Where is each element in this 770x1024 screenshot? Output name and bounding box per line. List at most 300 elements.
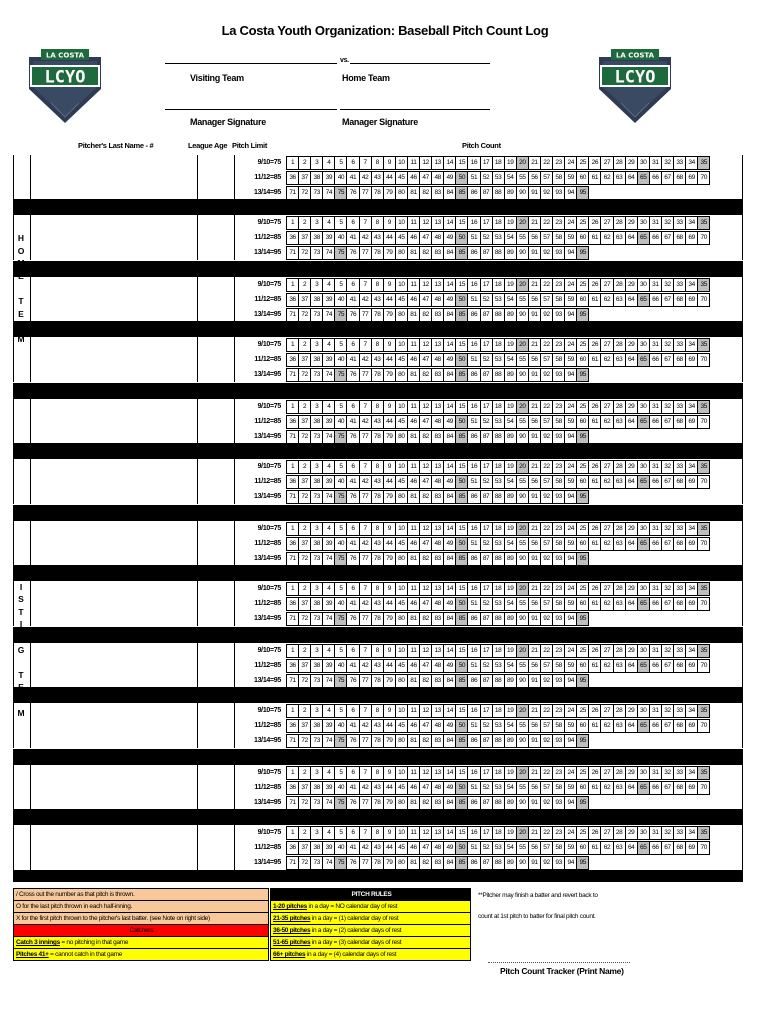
pitch-count-cell[interactable]: 33: [673, 766, 686, 780]
pitch-count-cell[interactable]: 77: [359, 796, 372, 810]
pitch-count-cell[interactable]: 38: [310, 475, 323, 489]
pitch-count-cell[interactable]: 2: [298, 582, 311, 596]
pitch-count-cell[interactable]: 19: [504, 522, 517, 536]
pitch-count-cell[interactable]: 50: [455, 841, 468, 855]
pitch-count-cell[interactable]: 88: [492, 674, 505, 688]
pitch-count-cell[interactable]: 16: [467, 704, 480, 718]
pitch-count-cell[interactable]: 62: [600, 719, 613, 733]
pitch-count-cell[interactable]: 64: [625, 659, 638, 673]
pitch-count-cell[interactable]: 38: [310, 537, 323, 551]
pitch-count-cell[interactable]: 53: [492, 475, 505, 489]
pitch-count-cell[interactable]: 60: [576, 171, 589, 185]
pitch-count-cell[interactable]: 13: [431, 522, 444, 536]
pitch-count-cell[interactable]: 40: [334, 171, 347, 185]
pitch-count-cell[interactable]: 74: [322, 490, 335, 504]
pitch-count-cell[interactable]: 30: [637, 460, 650, 474]
pitch-count-cell[interactable]: 3: [310, 216, 323, 230]
pitch-count-cell[interactable]: 3: [310, 766, 323, 780]
pitch-count-cell[interactable]: 77: [359, 246, 372, 260]
pitch-count-cell[interactable]: 49: [443, 781, 456, 795]
pitch-count-cell[interactable]: 50: [455, 597, 468, 611]
pitch-count-cell[interactable]: 21: [528, 278, 541, 292]
pitch-count-cell[interactable]: 45: [395, 719, 408, 733]
pitch-count-cell[interactable]: 71: [286, 430, 299, 444]
pitch-count-cell[interactable]: 20: [516, 460, 529, 474]
pitch-count-cell[interactable]: 72: [298, 734, 311, 748]
pitch-count-cell[interactable]: 91: [528, 674, 541, 688]
visiting-team-line[interactable]: [165, 63, 337, 64]
pitch-count-cell[interactable]: 70: [697, 841, 710, 855]
pitch-count-cell[interactable]: 42: [359, 597, 372, 611]
pitch-count-cell[interactable]: 79: [383, 856, 396, 870]
pitch-count-cell[interactable]: 43: [371, 781, 384, 795]
pitch-count-cell[interactable]: 36: [286, 781, 299, 795]
pitch-count-cell[interactable]: 39: [322, 781, 335, 795]
pitch-count-cell[interactable]: 24: [564, 278, 577, 292]
pitch-count-cell[interactable]: 90: [516, 490, 529, 504]
pitch-count-cell[interactable]: 39: [322, 537, 335, 551]
pitch-count-cell[interactable]: 48: [431, 719, 444, 733]
pitch-count-cell[interactable]: 47: [419, 415, 432, 429]
pitch-count-cell[interactable]: 79: [383, 368, 396, 382]
pitch-count-cell[interactable]: 71: [286, 246, 299, 260]
pitch-count-cell[interactable]: 33: [673, 704, 686, 718]
pitch-count-cell[interactable]: 72: [298, 308, 311, 322]
pitch-count-cell[interactable]: 36: [286, 353, 299, 367]
pitch-count-cell[interactable]: 15: [455, 460, 468, 474]
pitch-count-cell[interactable]: 3: [310, 522, 323, 536]
pitch-count-cell[interactable]: 29: [625, 522, 638, 536]
pitch-count-cell[interactable]: 15: [455, 216, 468, 230]
pitch-count-cell[interactable]: 23: [552, 644, 565, 658]
pitch-count-cell[interactable]: 4: [322, 704, 335, 718]
pitch-count-cell[interactable]: 45: [395, 171, 408, 185]
pitch-count-cell[interactable]: 10: [395, 826, 408, 840]
pitch-count-cell[interactable]: 34: [685, 278, 698, 292]
pitch-count-cell[interactable]: 66: [649, 537, 662, 551]
pitch-count-cell[interactable]: 81: [407, 186, 420, 200]
pitch-count-cell[interactable]: 2: [298, 338, 311, 352]
pitcher-name-field[interactable]: [30, 765, 198, 810]
pitch-count-cell[interactable]: 54: [504, 415, 517, 429]
pitch-count-cell[interactable]: 95: [576, 430, 589, 444]
pitch-count-cell[interactable]: 85: [455, 430, 468, 444]
pitch-count-cell[interactable]: 6: [346, 766, 359, 780]
pitch-count-cell[interactable]: 29: [625, 216, 638, 230]
pitch-count-cell[interactable]: 31: [649, 826, 662, 840]
pitch-count-cell[interactable]: 61: [588, 231, 601, 245]
pitch-count-cell[interactable]: 15: [455, 644, 468, 658]
pitch-count-cell[interactable]: 38: [310, 293, 323, 307]
pitch-count-cell[interactable]: 69: [685, 171, 698, 185]
pitch-count-cell[interactable]: 91: [528, 308, 541, 322]
pitch-count-cell[interactable]: 42: [359, 415, 372, 429]
pitch-count-cell[interactable]: 28: [613, 338, 626, 352]
pitch-count-cell[interactable]: 58: [552, 597, 565, 611]
pitch-count-cell[interactable]: 71: [286, 856, 299, 870]
pitch-count-cell[interactable]: 85: [455, 186, 468, 200]
pitch-count-cell[interactable]: 22: [540, 278, 553, 292]
pitch-count-cell[interactable]: 48: [431, 659, 444, 673]
pitch-count-cell[interactable]: 40: [334, 781, 347, 795]
pitch-count-cell[interactable]: 18: [492, 278, 505, 292]
pitch-count-cell[interactable]: 39: [322, 719, 335, 733]
pitch-count-cell[interactable]: 75: [334, 308, 347, 322]
pitch-count-cell[interactable]: 41: [346, 659, 359, 673]
pitch-count-cell[interactable]: 28: [613, 156, 626, 170]
pitch-count-cell[interactable]: 76: [346, 186, 359, 200]
pitcher-name-field[interactable]: [30, 703, 198, 748]
pitch-count-cell[interactable]: 46: [407, 171, 420, 185]
pitch-count-cell[interactable]: 66: [649, 781, 662, 795]
pitch-count-cell[interactable]: 60: [576, 597, 589, 611]
pitch-count-cell[interactable]: 44: [383, 659, 396, 673]
pitch-count-cell[interactable]: 28: [613, 766, 626, 780]
pitch-count-cell[interactable]: 42: [359, 719, 372, 733]
pitch-count-cell[interactable]: 57: [540, 231, 553, 245]
pitch-count-cell[interactable]: 75: [334, 430, 347, 444]
pitch-count-cell[interactable]: 73: [310, 552, 323, 566]
pitch-count-cell[interactable]: 27: [600, 338, 613, 352]
pitch-count-cell[interactable]: 27: [600, 400, 613, 414]
pitch-count-cell[interactable]: 52: [480, 475, 493, 489]
pitch-count-cell[interactable]: 36: [286, 475, 299, 489]
pitch-count-cell[interactable]: 13: [431, 460, 444, 474]
pitcher-name-field[interactable]: [30, 459, 198, 504]
pitch-count-cell[interactable]: 5: [334, 766, 347, 780]
pitch-count-cell[interactable]: 7: [359, 216, 372, 230]
pitch-count-cell[interactable]: 14: [443, 644, 456, 658]
pitch-count-cell[interactable]: 7: [359, 400, 372, 414]
pitch-count-cell[interactable]: 8: [371, 766, 384, 780]
pitch-count-cell[interactable]: 15: [455, 338, 468, 352]
pitch-count-cell[interactable]: 36: [286, 719, 299, 733]
pitch-count-cell[interactable]: 95: [576, 308, 589, 322]
pitch-count-cell[interactable]: 16: [467, 460, 480, 474]
pitch-count-cell[interactable]: 34: [685, 582, 698, 596]
pitch-count-cell[interactable]: 12: [419, 582, 432, 596]
pitch-count-cell[interactable]: 20: [516, 400, 529, 414]
pitch-count-cell[interactable]: 58: [552, 841, 565, 855]
pitch-count-cell[interactable]: 86: [467, 552, 480, 566]
pitch-count-cell[interactable]: 21: [528, 644, 541, 658]
pitch-count-cell[interactable]: 34: [685, 156, 698, 170]
pitch-count-cell[interactable]: 83: [431, 246, 444, 260]
pitch-count-cell[interactable]: 62: [600, 781, 613, 795]
pitch-count-cell[interactable]: 61: [588, 171, 601, 185]
pitch-count-cell[interactable]: 1: [286, 156, 299, 170]
pitch-count-cell[interactable]: 12: [419, 156, 432, 170]
pitch-count-cell[interactable]: 45: [395, 841, 408, 855]
pitch-count-cell[interactable]: 31: [649, 216, 662, 230]
pitch-count-cell[interactable]: 13: [431, 400, 444, 414]
pitch-count-cell[interactable]: 80: [395, 552, 408, 566]
pitch-count-cell[interactable]: 22: [540, 582, 553, 596]
pitch-count-cell[interactable]: 5: [334, 644, 347, 658]
pitch-count-cell[interactable]: 79: [383, 674, 396, 688]
pitch-count-cell[interactable]: 77: [359, 856, 372, 870]
pitch-count-cell[interactable]: 36: [286, 171, 299, 185]
pitch-count-cell[interactable]: 27: [600, 278, 613, 292]
pitch-count-cell[interactable]: 21: [528, 582, 541, 596]
pitch-count-cell[interactable]: 25: [576, 582, 589, 596]
pitch-count-cell[interactable]: 77: [359, 308, 372, 322]
pitcher-name-field[interactable]: [30, 399, 198, 444]
league-age-field[interactable]: [198, 703, 235, 748]
pitch-count-cell[interactable]: 45: [395, 537, 408, 551]
pitch-count-cell[interactable]: 6: [346, 826, 359, 840]
pitch-count-cell[interactable]: 63: [613, 781, 626, 795]
pitch-count-cell[interactable]: 1: [286, 400, 299, 414]
pitch-count-cell[interactable]: 32: [661, 338, 674, 352]
pitch-count-cell[interactable]: 91: [528, 430, 541, 444]
pitch-count-cell[interactable]: 94: [564, 552, 577, 566]
pitch-count-cell[interactable]: 78: [371, 612, 384, 626]
pitch-count-cell[interactable]: 11: [407, 156, 420, 170]
pitch-count-cell[interactable]: 56: [528, 353, 541, 367]
pitch-count-cell[interactable]: 64: [625, 597, 638, 611]
pitch-count-cell[interactable]: 81: [407, 612, 420, 626]
visiting-manager-line[interactable]: [165, 109, 337, 110]
pitch-count-cell[interactable]: 1: [286, 582, 299, 596]
pitch-count-cell[interactable]: 51: [467, 597, 480, 611]
pitch-count-cell[interactable]: 4: [322, 460, 335, 474]
pitch-count-cell[interactable]: 81: [407, 856, 420, 870]
pitch-count-cell[interactable]: 43: [371, 293, 384, 307]
pitch-count-cell[interactable]: 25: [576, 644, 589, 658]
pitch-count-cell[interactable]: 66: [649, 293, 662, 307]
pitch-count-cell[interactable]: 55: [516, 475, 529, 489]
pitch-count-cell[interactable]: 66: [649, 659, 662, 673]
pitch-count-cell[interactable]: 63: [613, 597, 626, 611]
pitch-count-cell[interactable]: 3: [310, 644, 323, 658]
pitch-count-cell[interactable]: 62: [600, 415, 613, 429]
pitch-count-cell[interactable]: 72: [298, 552, 311, 566]
pitch-count-cell[interactable]: 67: [661, 659, 674, 673]
pitch-count-cell[interactable]: 90: [516, 674, 529, 688]
pitch-count-cell[interactable]: 5: [334, 216, 347, 230]
pitch-count-cell[interactable]: 57: [540, 293, 553, 307]
pitch-count-cell[interactable]: 88: [492, 308, 505, 322]
pitch-count-cell[interactable]: 31: [649, 766, 662, 780]
pitch-count-cell[interactable]: 29: [625, 156, 638, 170]
pitch-count-cell[interactable]: 42: [359, 537, 372, 551]
pitch-count-cell[interactable]: 62: [600, 597, 613, 611]
pitch-count-cell[interactable]: 43: [371, 841, 384, 855]
pitch-count-cell[interactable]: 1: [286, 644, 299, 658]
pitch-count-cell[interactable]: 73: [310, 856, 323, 870]
pitch-count-cell[interactable]: 9: [383, 704, 396, 718]
pitch-count-cell[interactable]: 75: [334, 796, 347, 810]
pitch-count-cell[interactable]: 60: [576, 781, 589, 795]
pitch-count-cell[interactable]: 82: [419, 856, 432, 870]
pitch-count-cell[interactable]: 37: [298, 841, 311, 855]
pitch-count-cell[interactable]: 81: [407, 246, 420, 260]
pitch-count-cell[interactable]: 17: [480, 460, 493, 474]
pitch-count-cell[interactable]: 82: [419, 552, 432, 566]
pitch-count-cell[interactable]: 10: [395, 400, 408, 414]
pitch-count-cell[interactable]: 11: [407, 766, 420, 780]
pitch-count-cell[interactable]: 88: [492, 490, 505, 504]
pitch-count-cell[interactable]: 43: [371, 597, 384, 611]
pitch-count-cell[interactable]: 64: [625, 475, 638, 489]
pitch-count-cell[interactable]: 80: [395, 368, 408, 382]
pitch-count-cell[interactable]: 27: [600, 460, 613, 474]
pitch-count-cell[interactable]: 1: [286, 216, 299, 230]
pitch-count-cell[interactable]: 36: [286, 659, 299, 673]
pitch-count-cell[interactable]: 18: [492, 766, 505, 780]
pitch-count-cell[interactable]: 34: [685, 338, 698, 352]
pitch-count-cell[interactable]: 36: [286, 597, 299, 611]
pitch-count-cell[interactable]: 24: [564, 826, 577, 840]
pitch-count-cell[interactable]: 91: [528, 856, 541, 870]
pitch-count-cell[interactable]: 55: [516, 293, 529, 307]
league-age-field[interactable]: [198, 765, 235, 810]
pitch-count-cell[interactable]: 20: [516, 278, 529, 292]
pitch-count-cell[interactable]: 93: [552, 246, 565, 260]
pitch-count-cell[interactable]: 21: [528, 338, 541, 352]
pitch-count-cell[interactable]: 23: [552, 582, 565, 596]
pitch-count-cell[interactable]: 6: [346, 704, 359, 718]
pitch-count-cell[interactable]: 9: [383, 156, 396, 170]
pitcher-name-field[interactable]: [30, 521, 198, 566]
pitch-count-cell[interactable]: 21: [528, 460, 541, 474]
pitch-count-cell[interactable]: 72: [298, 186, 311, 200]
pitch-count-cell[interactable]: 41: [346, 231, 359, 245]
pitch-count-cell[interactable]: 35: [697, 338, 710, 352]
pitch-count-cell[interactable]: 68: [673, 841, 686, 855]
pitch-count-cell[interactable]: 93: [552, 856, 565, 870]
pitch-count-cell[interactable]: 23: [552, 216, 565, 230]
pitch-count-cell[interactable]: 9: [383, 826, 396, 840]
pitch-count-cell[interactable]: 40: [334, 415, 347, 429]
pitch-count-cell[interactable]: 9: [383, 582, 396, 596]
pitch-count-cell[interactable]: 40: [334, 719, 347, 733]
pitch-count-cell[interactable]: 35: [697, 460, 710, 474]
pitch-count-cell[interactable]: 89: [504, 612, 517, 626]
pitch-count-cell[interactable]: 27: [600, 156, 613, 170]
pitch-count-cell[interactable]: 62: [600, 231, 613, 245]
pitch-count-cell[interactable]: 17: [480, 278, 493, 292]
pitch-count-cell[interactable]: 12: [419, 766, 432, 780]
pitch-count-cell[interactable]: 34: [685, 400, 698, 414]
pitch-count-cell[interactable]: 46: [407, 353, 420, 367]
pitch-count-cell[interactable]: 39: [322, 597, 335, 611]
pitch-count-cell[interactable]: 50: [455, 781, 468, 795]
pitch-count-cell[interactable]: 20: [516, 704, 529, 718]
pitch-count-cell[interactable]: 82: [419, 734, 432, 748]
pitch-count-cell[interactable]: 28: [613, 644, 626, 658]
pitch-count-cell[interactable]: 79: [383, 552, 396, 566]
pitch-count-cell[interactable]: 53: [492, 231, 505, 245]
pitch-count-cell[interactable]: 43: [371, 353, 384, 367]
pitch-count-cell[interactable]: 95: [576, 796, 589, 810]
pitch-count-cell[interactable]: 15: [455, 400, 468, 414]
pitch-count-cell[interactable]: 88: [492, 186, 505, 200]
pitch-count-cell[interactable]: 42: [359, 293, 372, 307]
pitch-count-cell[interactable]: 79: [383, 186, 396, 200]
pitch-count-cell[interactable]: 24: [564, 460, 577, 474]
pitch-count-cell[interactable]: 10: [395, 216, 408, 230]
pitch-count-cell[interactable]: 95: [576, 552, 589, 566]
pitch-count-cell[interactable]: 27: [600, 766, 613, 780]
pitch-count-cell[interactable]: 90: [516, 796, 529, 810]
pitch-count-cell[interactable]: 49: [443, 537, 456, 551]
pitch-count-cell[interactable]: 59: [564, 659, 577, 673]
pitch-count-cell[interactable]: 44: [383, 781, 396, 795]
pitch-count-cell[interactable]: 2: [298, 644, 311, 658]
pitch-count-cell[interactable]: 62: [600, 841, 613, 855]
pitch-count-cell[interactable]: 9: [383, 400, 396, 414]
pitch-count-cell[interactable]: 89: [504, 490, 517, 504]
pitch-count-cell[interactable]: 53: [492, 597, 505, 611]
pitch-count-cell[interactable]: 56: [528, 475, 541, 489]
pitch-count-cell[interactable]: 89: [504, 368, 517, 382]
pitch-count-cell[interactable]: 14: [443, 400, 456, 414]
pitch-count-cell[interactable]: 6: [346, 216, 359, 230]
pitch-count-cell[interactable]: 78: [371, 490, 384, 504]
pitch-count-cell[interactable]: 33: [673, 522, 686, 536]
pitch-count-cell[interactable]: 92: [540, 612, 553, 626]
pitch-count-cell[interactable]: 35: [697, 826, 710, 840]
pitch-count-cell[interactable]: 19: [504, 644, 517, 658]
pitch-count-cell[interactable]: 37: [298, 719, 311, 733]
pitch-count-cell[interactable]: 26: [588, 216, 601, 230]
pitch-count-cell[interactable]: 85: [455, 552, 468, 566]
pitch-count-cell[interactable]: 3: [310, 338, 323, 352]
pitch-count-cell[interactable]: 35: [697, 766, 710, 780]
pitch-count-cell[interactable]: 31: [649, 278, 662, 292]
pitch-count-cell[interactable]: 76: [346, 734, 359, 748]
pitch-count-cell[interactable]: 46: [407, 415, 420, 429]
pitch-count-cell[interactable]: 46: [407, 719, 420, 733]
pitch-count-cell[interactable]: 84: [443, 490, 456, 504]
pitch-count-cell[interactable]: 44: [383, 353, 396, 367]
pitch-count-cell[interactable]: 68: [673, 293, 686, 307]
pitch-count-cell[interactable]: 90: [516, 246, 529, 260]
pitch-count-cell[interactable]: 51: [467, 415, 480, 429]
league-age-field[interactable]: [198, 399, 235, 444]
pitch-count-cell[interactable]: 73: [310, 308, 323, 322]
pitch-count-cell[interactable]: 23: [552, 826, 565, 840]
pitch-count-cell[interactable]: 35: [697, 704, 710, 718]
pitch-count-cell[interactable]: 89: [504, 246, 517, 260]
pitch-count-cell[interactable]: 70: [697, 537, 710, 551]
pitch-count-cell[interactable]: 46: [407, 475, 420, 489]
pitch-count-cell[interactable]: 32: [661, 582, 674, 596]
pitch-count-cell[interactable]: 44: [383, 719, 396, 733]
pitch-count-cell[interactable]: 32: [661, 704, 674, 718]
pitch-count-cell[interactable]: 37: [298, 781, 311, 795]
pitch-count-cell[interactable]: 46: [407, 659, 420, 673]
pitch-count-cell[interactable]: 1: [286, 704, 299, 718]
pitch-count-cell[interactable]: 44: [383, 841, 396, 855]
pitch-count-cell[interactable]: 89: [504, 552, 517, 566]
pitch-count-cell[interactable]: 79: [383, 308, 396, 322]
pitch-count-cell[interactable]: 85: [455, 246, 468, 260]
pitch-count-cell[interactable]: 44: [383, 231, 396, 245]
pitch-count-cell[interactable]: 42: [359, 841, 372, 855]
pitch-count-cell[interactable]: 3: [310, 826, 323, 840]
pitch-count-cell[interactable]: 90: [516, 368, 529, 382]
league-age-field[interactable]: [198, 581, 235, 626]
pitch-count-cell[interactable]: 28: [613, 522, 626, 536]
pitch-count-cell[interactable]: 22: [540, 766, 553, 780]
pitch-count-cell[interactable]: 87: [480, 246, 493, 260]
pitch-count-cell[interactable]: 70: [697, 659, 710, 673]
pitch-count-cell[interactable]: 68: [673, 719, 686, 733]
pitch-count-cell[interactable]: 93: [552, 308, 565, 322]
